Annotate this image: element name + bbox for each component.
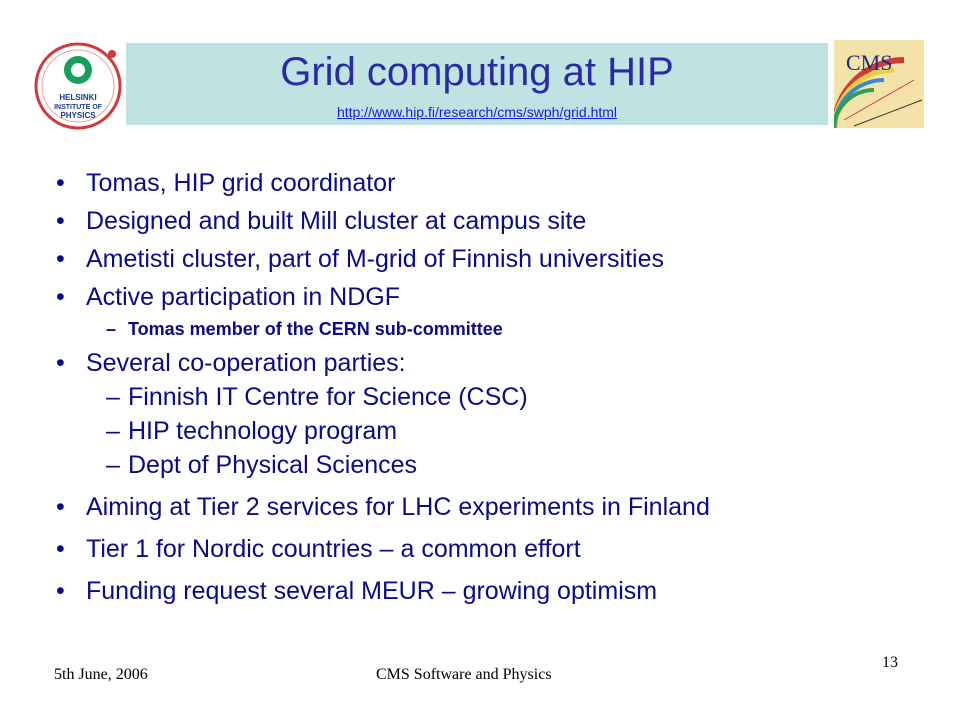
sub-bullet-text: Dept of Physical Sciences (128, 451, 418, 479)
sub-bullet-dash: – (106, 383, 120, 411)
svg-text:INSTITUTE OF: INSTITUTE OF (54, 104, 102, 111)
bullet-item (56, 576, 936, 606)
bullet-item (56, 244, 936, 274)
bullet-text: Funding request several MEUR – growing optimism (86, 577, 658, 605)
sub-bullet-dash: – (106, 319, 117, 339)
sub-bullet-dash: – (106, 451, 120, 479)
sub-bullet-item (56, 416, 936, 446)
bullet-dot: • (56, 245, 65, 273)
bullet-dot: • (56, 535, 65, 563)
slide-title: Grid computing at HIP (280, 50, 674, 94)
bullet-list (56, 168, 936, 606)
grid-url-link[interactable]: http://www.hip.fi/research/cms/swph/grid.html (336, 104, 618, 120)
bullet-item (56, 282, 936, 312)
sub-bullet-item (56, 382, 936, 412)
bullet-text: Ametisti cluster, part of M-grid of Finnish universities (86, 245, 664, 273)
sub-bullet-item (56, 316, 936, 342)
sub-bullet-dash: – (106, 417, 120, 445)
bullet-dot: • (56, 169, 65, 197)
bullet-item (56, 168, 936, 198)
footer-date: 5th June, 2006 (54, 666, 148, 683)
bullet-text: Active participation in NDGF (86, 283, 401, 311)
bullet-text: Designed and built Mill cluster at campus site (86, 207, 587, 235)
bullet-dot: • (56, 577, 65, 605)
page-number: 13 (882, 654, 898, 671)
bullet-dot: • (56, 207, 65, 235)
sub-bullet-item (56, 450, 936, 480)
bullet-text: Aiming at Tier 2 services for LHC experiments in Finland (86, 493, 710, 521)
bullet-item (56, 492, 936, 522)
sub-bullet-text: HIP technology program (128, 417, 398, 445)
sub-bullet-text: Finnish IT Centre for Science (CSC) (128, 383, 528, 411)
bullet-item (56, 206, 936, 236)
hip-logo (30, 40, 126, 132)
svg-text:PHYSICS: PHYSICS (60, 111, 96, 120)
bullet-dot: • (56, 283, 65, 311)
sub-bullet-text: Tomas member of the CERN sub-committee (128, 319, 503, 339)
cms-logo (834, 40, 924, 128)
bullet-dot: • (56, 493, 65, 521)
bullet-text: Tier 1 for Nordic countries – a common effort (86, 535, 581, 563)
bullet-text: Tomas, HIP grid coordinator (86, 169, 396, 197)
bullet-text: Several co-operation parties: (86, 349, 406, 377)
svg-text:HELSINKI: HELSINKI (59, 93, 97, 102)
bullet-item (56, 348, 936, 378)
svg-text:CMS: CMS (846, 50, 893, 75)
bullet-dot: • (56, 349, 65, 377)
bullet-item (56, 534, 936, 564)
footer-title: CMS Software and Physics (376, 666, 552, 683)
